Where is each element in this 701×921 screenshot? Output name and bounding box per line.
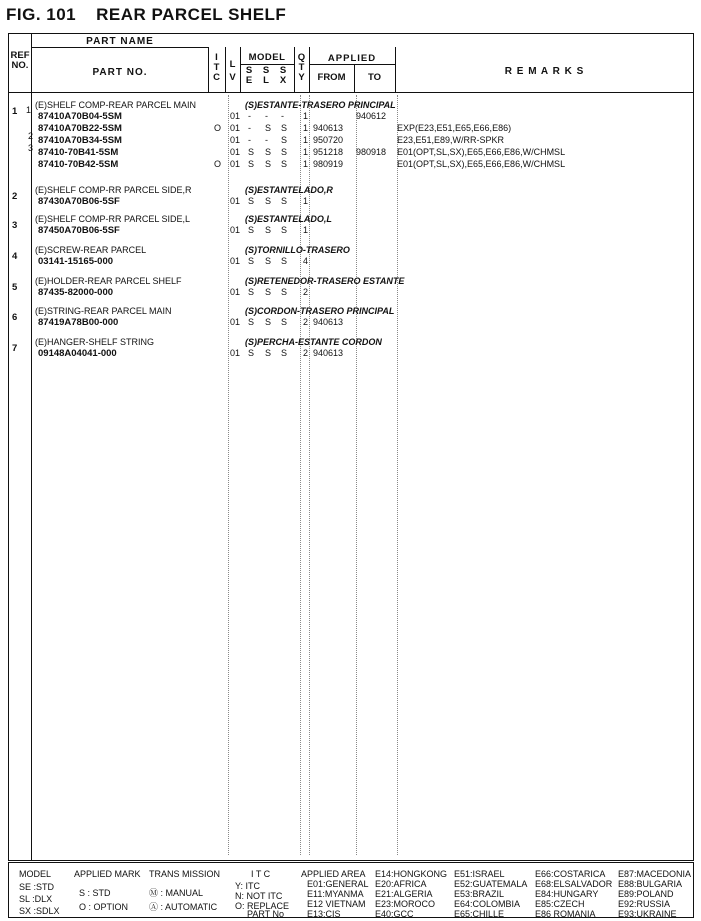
model-se-mark: S	[248, 287, 255, 297]
header-bottom-rule	[8, 92, 694, 93]
header-model-sx	[277, 66, 289, 86]
part-number: 87410-70B41-5SM	[38, 147, 119, 158]
dotted-rule-remarks	[397, 95, 398, 855]
model-sl-mark: S	[265, 123, 272, 133]
legend-area-code: E51:ISRAEL	[454, 869, 505, 879]
part-name-english: (E)SCREW-REAR PARCEL	[35, 245, 147, 255]
part-number: 03141-15165-000	[38, 256, 114, 267]
legend-area-col3	[454, 869, 527, 919]
legend-area-col5	[618, 869, 691, 919]
legend-area-code: E65:CHILLE	[454, 909, 505, 919]
header-to: TO	[367, 72, 382, 83]
ref-number: 6	[12, 312, 18, 323]
model-se-mark: -	[248, 111, 251, 121]
model-se-mark: S	[248, 317, 255, 327]
header-part-name: PART NAME	[86, 36, 154, 47]
part-name-spanish: (S)RETENEDOR-TRASERO ESTANTE	[245, 276, 405, 286]
model-sl-mark: S	[265, 317, 272, 327]
legend-area-code: E14:HONGKONG	[375, 869, 448, 879]
itc-mark: O	[214, 159, 222, 169]
dotted-rule-lv	[228, 95, 229, 855]
part-number: 87410-70B42-5SM	[38, 159, 119, 170]
legend-area-code: E92:RUSSIA	[618, 899, 671, 909]
model-sl-mark: S	[265, 196, 272, 206]
legend-area-code: E66:COSTARICA	[535, 869, 606, 879]
legend-mark-std: S : STD	[79, 888, 111, 898]
legend-area-code: E01:GENERAL	[307, 879, 369, 889]
legend-area-code: E20:AFRICA	[375, 879, 427, 889]
remarks-text: E23,E51,E89,W/RR-SPKR	[397, 135, 505, 145]
header-lv-l: L	[229, 59, 236, 70]
model-sl-mark: S	[265, 147, 272, 157]
header-itc-i: I	[215, 52, 218, 63]
lv-code: 01	[230, 225, 241, 235]
quantity: 1	[303, 159, 309, 169]
lv-code: 01	[230, 147, 241, 157]
part-name-english: (E)HOLDER-REAR PARCEL SHELF	[35, 276, 182, 286]
legend-area-code: E40:GCC	[375, 909, 414, 919]
model-sl-mark: S	[265, 348, 272, 358]
table-top-rule	[8, 33, 694, 34]
legend-area-col1	[307, 879, 369, 919]
legend-area-code: E11:MYANMA	[307, 889, 364, 899]
quantity: 1	[303, 123, 309, 133]
ref-item-number: 1	[26, 105, 32, 115]
legend-trans-manual: Ⓜ : MANUAL	[149, 888, 204, 898]
header-qty-q: Q	[297, 52, 306, 63]
part-name-english: (E)SHELF COMP-RR PARCEL SIDE,L	[35, 214, 191, 224]
lv-code: 01	[230, 256, 241, 266]
ref-number: 3	[12, 220, 18, 231]
figure-number: FIG. 101	[6, 5, 77, 24]
header-model-se-e: E	[245, 75, 253, 86]
part-name-spanish: (S)CORDON-TRASERO PRINCIPAL	[245, 306, 395, 316]
ref-number: 7	[12, 343, 18, 354]
lv-code: 01	[230, 111, 241, 121]
header-model-sx-s: S	[279, 65, 287, 76]
part-number: 87430A70B06-5SF	[38, 196, 120, 207]
model-se-mark: S	[248, 147, 255, 157]
quantity: 4	[303, 256, 309, 266]
applied-from: 980919	[313, 159, 344, 169]
legend-applied-mark-heading: APPLIED MARK	[74, 869, 141, 879]
applied-to: 980918	[356, 147, 387, 157]
model-se-mark: S	[248, 196, 255, 206]
part-name-english: (E)SHELF COMP-REAR PARCEL MAIN	[35, 100, 197, 110]
header-lv-v: V	[229, 72, 236, 83]
model-sl-mark: S	[265, 287, 272, 297]
ref-number: 4	[12, 251, 18, 262]
header-qty	[294, 53, 309, 83]
model-sl-mark: S	[265, 256, 272, 266]
header-ref-line2: NO.	[11, 60, 29, 71]
ref-number: 1	[12, 106, 18, 117]
legend-model-se: SE :STD	[19, 882, 55, 892]
legend-trans-automatic: Ⓐ : AUTOMATIC	[149, 902, 218, 912]
remarks-text: EXP(E23,E51,E65,E66,E86)	[397, 123, 512, 133]
header-part-no: PART NO.	[92, 67, 148, 78]
model-sx-mark: S	[281, 123, 288, 133]
model-sx-mark: S	[281, 135, 288, 145]
model-sx-mark: S	[281, 225, 288, 235]
legend-area-code: E68:ELSALVADOR	[535, 879, 613, 889]
model-sx-mark: S	[281, 147, 288, 157]
part-name-spanish: (S)PERCHA-ESTANTE CORDON	[245, 337, 382, 347]
applied-from: 950720	[313, 135, 344, 145]
quantity: 2	[303, 317, 309, 327]
part-number: 87435-82000-000	[38, 287, 114, 298]
legend-area-code: E85:CZECH	[535, 899, 585, 909]
applied-from: 951218	[313, 147, 344, 157]
part-number: 09148A04041-000	[38, 348, 117, 359]
legend-area-code: E13:CIS	[307, 909, 341, 919]
page-title	[6, 5, 286, 25]
applied-from: 940613	[313, 123, 344, 133]
model-se-mark: -	[248, 135, 251, 145]
model-sx-mark: S	[281, 287, 288, 297]
ref-item-number: 3	[28, 143, 34, 153]
header-model-se-s: S	[245, 65, 253, 76]
legend-area-heading: APPLIED AREA	[301, 869, 366, 879]
model-se-mark: S	[248, 348, 255, 358]
remarks-text: E01(OPT,SL,SX),E65,E66,E86,W/CHMSL	[397, 147, 566, 157]
header-applied: APPLIED	[327, 53, 377, 64]
legend-area-code: E23:MOROCO	[375, 899, 436, 909]
legend-itc-o: O: REPLACE	[235, 901, 290, 911]
model-se-mark: S	[248, 159, 255, 169]
header-ref	[8, 51, 32, 71]
model-sl-mark: -	[265, 135, 268, 145]
header-from: FROM	[317, 72, 346, 83]
legend-area-code: E93:UKRAINE	[618, 909, 677, 919]
header-partname-rule	[31, 47, 209, 48]
header-remarks: R E M A R K S	[504, 66, 585, 77]
applied-from: 940613	[313, 348, 344, 358]
lv-code: 01	[230, 348, 241, 358]
model-sl-mark: S	[265, 159, 272, 169]
part-name-english: (E)SHELF COMP-RR PARCEL SIDE,R	[35, 185, 192, 195]
legend-mark-option: O : OPTION	[79, 902, 129, 912]
quantity: 2	[303, 348, 309, 358]
legend-model-sx: SX :SDLX	[19, 906, 60, 916]
part-number: 87450A70B06-5SF	[38, 225, 120, 236]
legend-area-col2	[375, 869, 447, 919]
header-applied-rule	[309, 64, 395, 65]
ref-number: 2	[12, 191, 18, 202]
header-model: MODEL	[248, 52, 286, 63]
legend-itc-n: N: NOT ITC	[235, 891, 283, 901]
header-model-sl	[260, 66, 272, 86]
legend-area-code: E53:BRAZIL	[454, 889, 505, 899]
quantity: 1	[303, 111, 309, 121]
lv-code: 01	[230, 159, 241, 169]
legend-itc-partno: PART No	[247, 909, 285, 919]
legend-area-code: E84:HUNGARY	[535, 889, 599, 899]
legend-model-heading: MODEL	[19, 869, 52, 879]
header-ref-line1: REF	[10, 50, 30, 61]
dotted-rule-from	[309, 95, 310, 855]
model-sx-mark: S	[281, 256, 288, 266]
model-sx-mark: S	[281, 348, 288, 358]
model-se-mark: S	[248, 225, 255, 235]
part-number: 87410A70B34-5SM	[38, 135, 122, 146]
quantity: 1	[303, 135, 309, 145]
lv-code: 01	[230, 287, 241, 297]
legend-area-code: E89:POLAND	[618, 889, 674, 899]
model-se-mark: S	[248, 256, 255, 266]
applied-from: 940613	[313, 317, 344, 327]
legend-area-code: E87:MACEDONIA	[618, 869, 692, 879]
ref-item-number: 2	[28, 131, 34, 141]
legend-area-code: E21:ALGERIA	[375, 889, 433, 899]
header-model-se	[243, 66, 255, 86]
model-sx-mark: S	[281, 196, 288, 206]
header-itc-c: C	[213, 72, 220, 83]
lv-code: 01	[230, 135, 241, 145]
part-name-spanish: (S)ESTANTELADO,R	[245, 185, 333, 195]
remarks-text: E01(OPT,SL,SX),E65,E66,E86,W/CHMSL	[397, 159, 566, 169]
legend-box	[8, 862, 694, 918]
part-number: 87410A70B22-5SM	[38, 123, 122, 134]
lv-code: 01	[230, 317, 241, 327]
legend-area-code: E64:COLOMBIA	[454, 899, 521, 909]
legend-itc-heading: I T C	[251, 869, 271, 879]
figure-name: REAR PARCEL SHELF	[96, 5, 287, 24]
part-number: 87419A78B00-000	[38, 317, 119, 328]
header-itc-t: T	[213, 62, 220, 73]
header-qty-y: Y	[298, 72, 305, 83]
model-se-mark: -	[248, 123, 251, 133]
legend-area-code: E12 VIETNAM	[307, 899, 366, 909]
quantity: 1	[303, 225, 309, 235]
header-itc	[208, 53, 225, 83]
quantity: 1	[303, 196, 309, 206]
itc-mark: O	[214, 123, 222, 133]
lv-code: 01	[230, 196, 241, 206]
part-name-english: (E)STRING-REAR PARCEL MAIN	[35, 306, 172, 316]
lv-code: 01	[230, 123, 241, 133]
part-name-english: (E)HANGER-SHELF STRING	[35, 337, 155, 347]
model-sx-mark: -	[281, 111, 284, 121]
quantity: 1	[303, 147, 309, 157]
model-sl-mark: -	[265, 111, 268, 121]
header-model-sl-s: S	[262, 65, 270, 76]
ref-number: 5	[12, 282, 18, 293]
header-model-sl-l: L	[263, 75, 269, 86]
quantity: 2	[303, 287, 309, 297]
legend-area-col4	[535, 869, 612, 919]
legend-itc-y: Y: ITC	[235, 881, 261, 891]
dotted-rule-to	[356, 95, 357, 855]
model-sl-mark: S	[265, 225, 272, 235]
model-sx-mark: S	[281, 317, 288, 327]
part-name-spanish: (S)ESTANTELADO,L	[245, 214, 332, 224]
legend-trans-heading: TRANS MISSION	[149, 869, 221, 879]
part-number: 87410A70B04-5SM	[38, 111, 122, 122]
applied-to: 940612	[356, 111, 387, 121]
legend-area-code: E52:GUATEMALA	[454, 879, 528, 889]
model-sx-mark: S	[281, 159, 288, 169]
legend-area-code: E88:BULGARIA	[618, 879, 683, 889]
legend-area-code: E86 ROMANIA	[535, 909, 596, 919]
header-qty-t: T	[298, 62, 305, 73]
header-lv	[225, 58, 240, 84]
part-name-spanish: (S)TORNILLO-TRASERO	[245, 245, 350, 255]
dotted-rule-qty	[300, 95, 301, 855]
part-name-spanish: (S)ESTANTE-TRASERO PRINCIPAL	[245, 100, 396, 110]
legend-model-sl: SL :DLX	[19, 894, 53, 904]
body-rule-ref	[31, 92, 32, 861]
header-model-sx-x: X	[279, 75, 287, 86]
